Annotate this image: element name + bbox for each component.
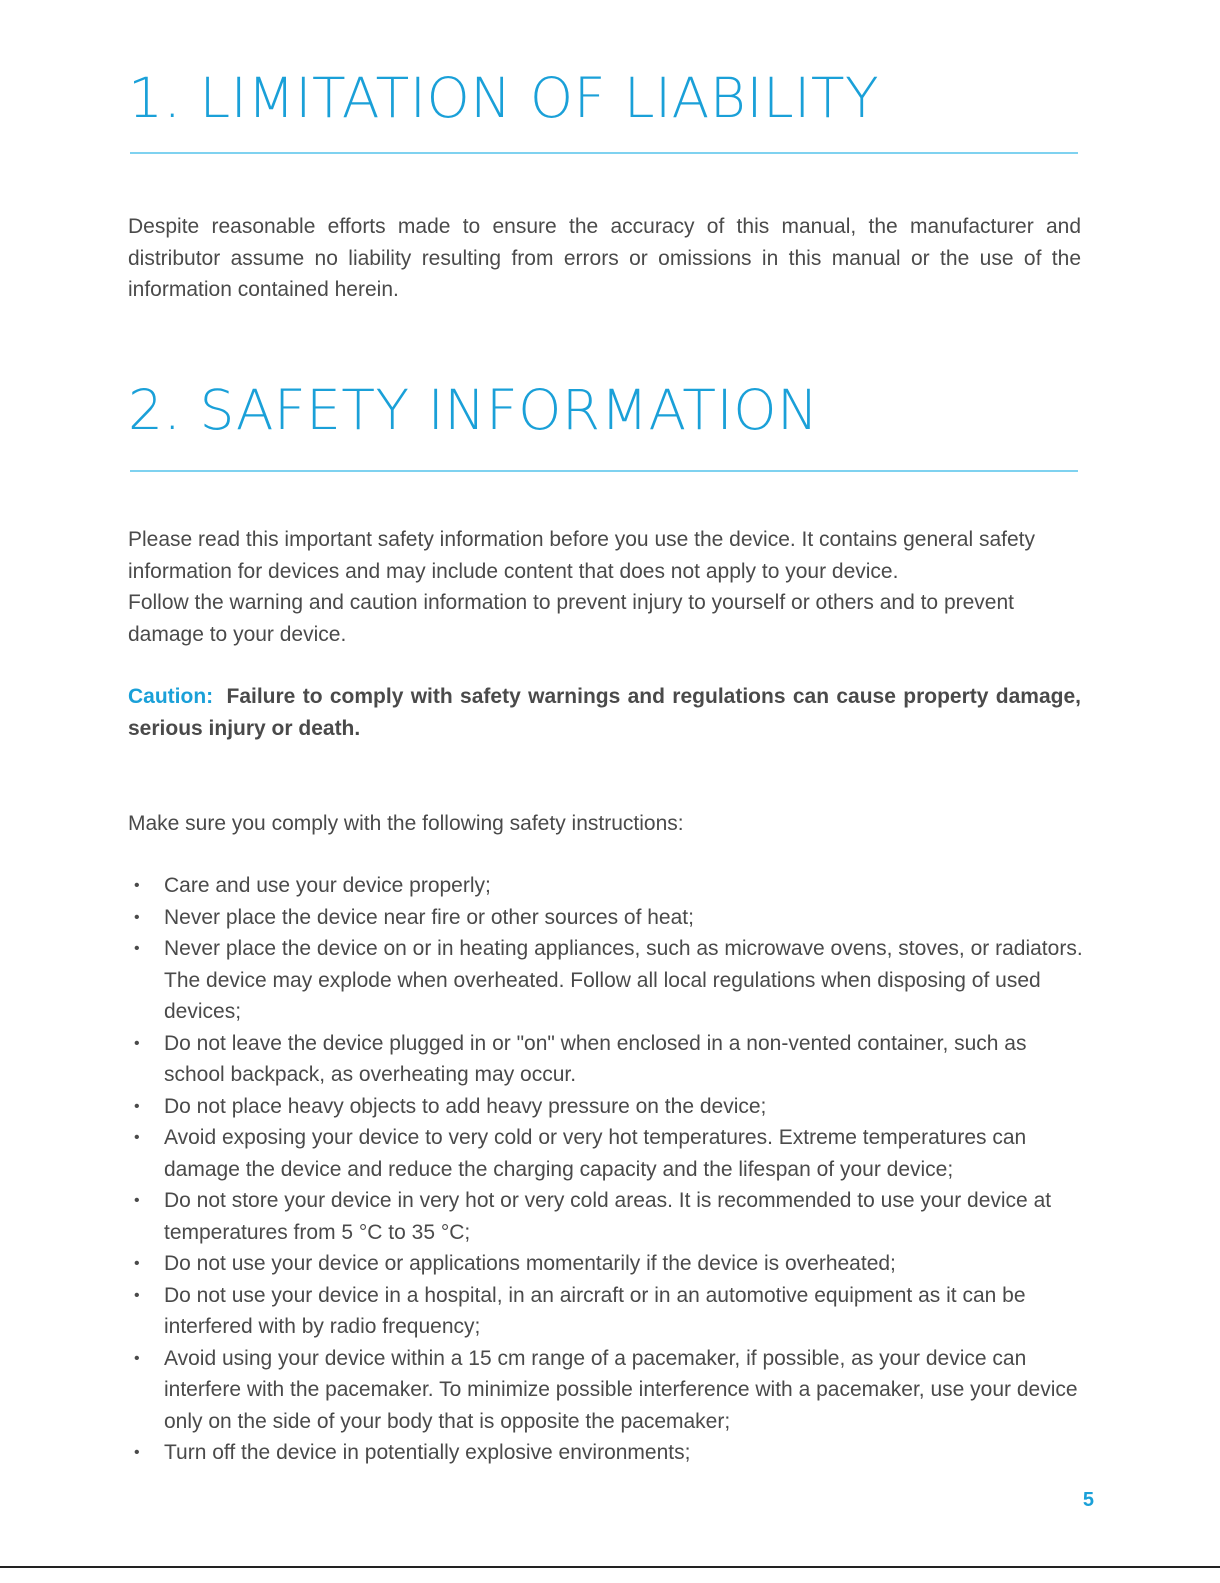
safety-section-title: 2. SAFETY INFORMATION <box>128 378 819 442</box>
liability-section-title: 1. LIMITATION OF LIABILITY <box>128 66 880 130</box>
instruction-text: Avoid using your device within a 15 cm range of a pacemaker, if possible, as your device can interfere with the pacemaker. To minimize possible interference with a pacemaker, use your device only on the side of your body that is opposite the pacemaker; <box>164 1346 1078 1433</box>
instruction-text: Do not store your device in very hot or very cold areas. It is recommended to use your device at temperatures from 5 °C to 35 °C; <box>164 1189 1052 1244</box>
caution-label: Caution: <box>128 685 214 708</box>
bullet-icon: • <box>134 1286 140 1304</box>
bullet-icon: • <box>134 1192 140 1209</box>
bullet-icon: • <box>134 1034 140 1052</box>
instruction-text: Never place the device near fire or other sources of heat; <box>164 905 694 929</box>
instruction-text: Turn off the device in potentially explosive environments; <box>164 1441 691 1464</box>
instruction-text: Do not leave the device plugged in or "on" when enclosed in a non-vented container, such as school backpack, as overheating may occur. <box>164 1031 1027 1086</box>
bullet-icon: • <box>134 940 140 957</box>
safety-title-divider <box>130 470 1078 472</box>
safety-instruction-item <box>128 870 1088 902</box>
bullet-icon: • <box>134 1129 140 1146</box>
safety-instruction-item <box>128 1280 1088 1343</box>
liability-paragraph: Despite reasonable efforts made to ensure the accuracy of this manual, the manufacturer and distributor assume no liability resulting from errors or omissions in this manual or the use of the information contained herein. <box>128 215 1081 301</box>
instruction-text: Do not use your device or applications momentarily if the device is overheated; <box>164 1252 896 1275</box>
safety-instruction-item <box>128 902 1088 934</box>
liability-title-divider <box>130 152 1078 154</box>
instruction-text: Care and use your device properly; <box>164 874 491 897</box>
instruction-text: Do not place heavy objects to add heavy pressure on the device; <box>164 1094 767 1118</box>
safety-instruction-item <box>128 1437 1088 1469</box>
bullet-icon: • <box>134 1097 140 1115</box>
safety-intro-paragraph: Please read this important safety information before you use the device. It contains general safety information for devices and may include content that does not apply to your device. <box>128 528 1036 583</box>
bullet-icon: • <box>134 877 140 894</box>
bullet-icon: • <box>134 1349 140 1367</box>
page-number: 5 <box>1082 1489 1094 1511</box>
safety-instruction-item <box>128 1343 1088 1438</box>
bullet-icon: • <box>134 1444 140 1461</box>
safety-instruction-item <box>128 933 1088 1028</box>
caution-notice <box>128 681 1081 744</box>
safety-instruction-item <box>128 1122 1088 1185</box>
bullet-icon: • <box>134 908 140 926</box>
instruction-text: Avoid exposing your device to very cold or very hot temperatures. Extreme temperatures can damage the device and reduce the charging capacity and the lifespan of your device; <box>164 1126 1027 1181</box>
safety-instruction-item <box>128 1248 1088 1280</box>
page-bottom-border <box>0 1566 1220 1568</box>
safety-instruction-item <box>128 1185 1088 1248</box>
safety-instruction-item <box>128 1028 1088 1091</box>
instruction-text: Do not use your device in a hospital, in an aircraft or in an automotive equipment as it can be interfered with by radio frequency; <box>164 1283 1026 1338</box>
safety-warning-paragraph: Follow the warning and caution information to prevent injury to yourself or others and to prevent damage to your device. <box>128 591 1014 646</box>
bullet-icon: • <box>134 1255 140 1272</box>
instruction-text: Never place the device on or in heating appliances, such as microwave ovens, stoves, or radiators. The device may explode when overheated. Follow all local regulations when disposing of used devices; <box>164 937 1083 1023</box>
safety-instructions-list <box>128 870 1088 1469</box>
caution-text: Failure to comply with safety warnings and regulations can cause property damage, serious injury or death. <box>128 685 1081 740</box>
instructions-intro: Make sure you comply with the following safety instructions: <box>128 812 684 835</box>
safety-instruction-item <box>128 1091 1088 1123</box>
